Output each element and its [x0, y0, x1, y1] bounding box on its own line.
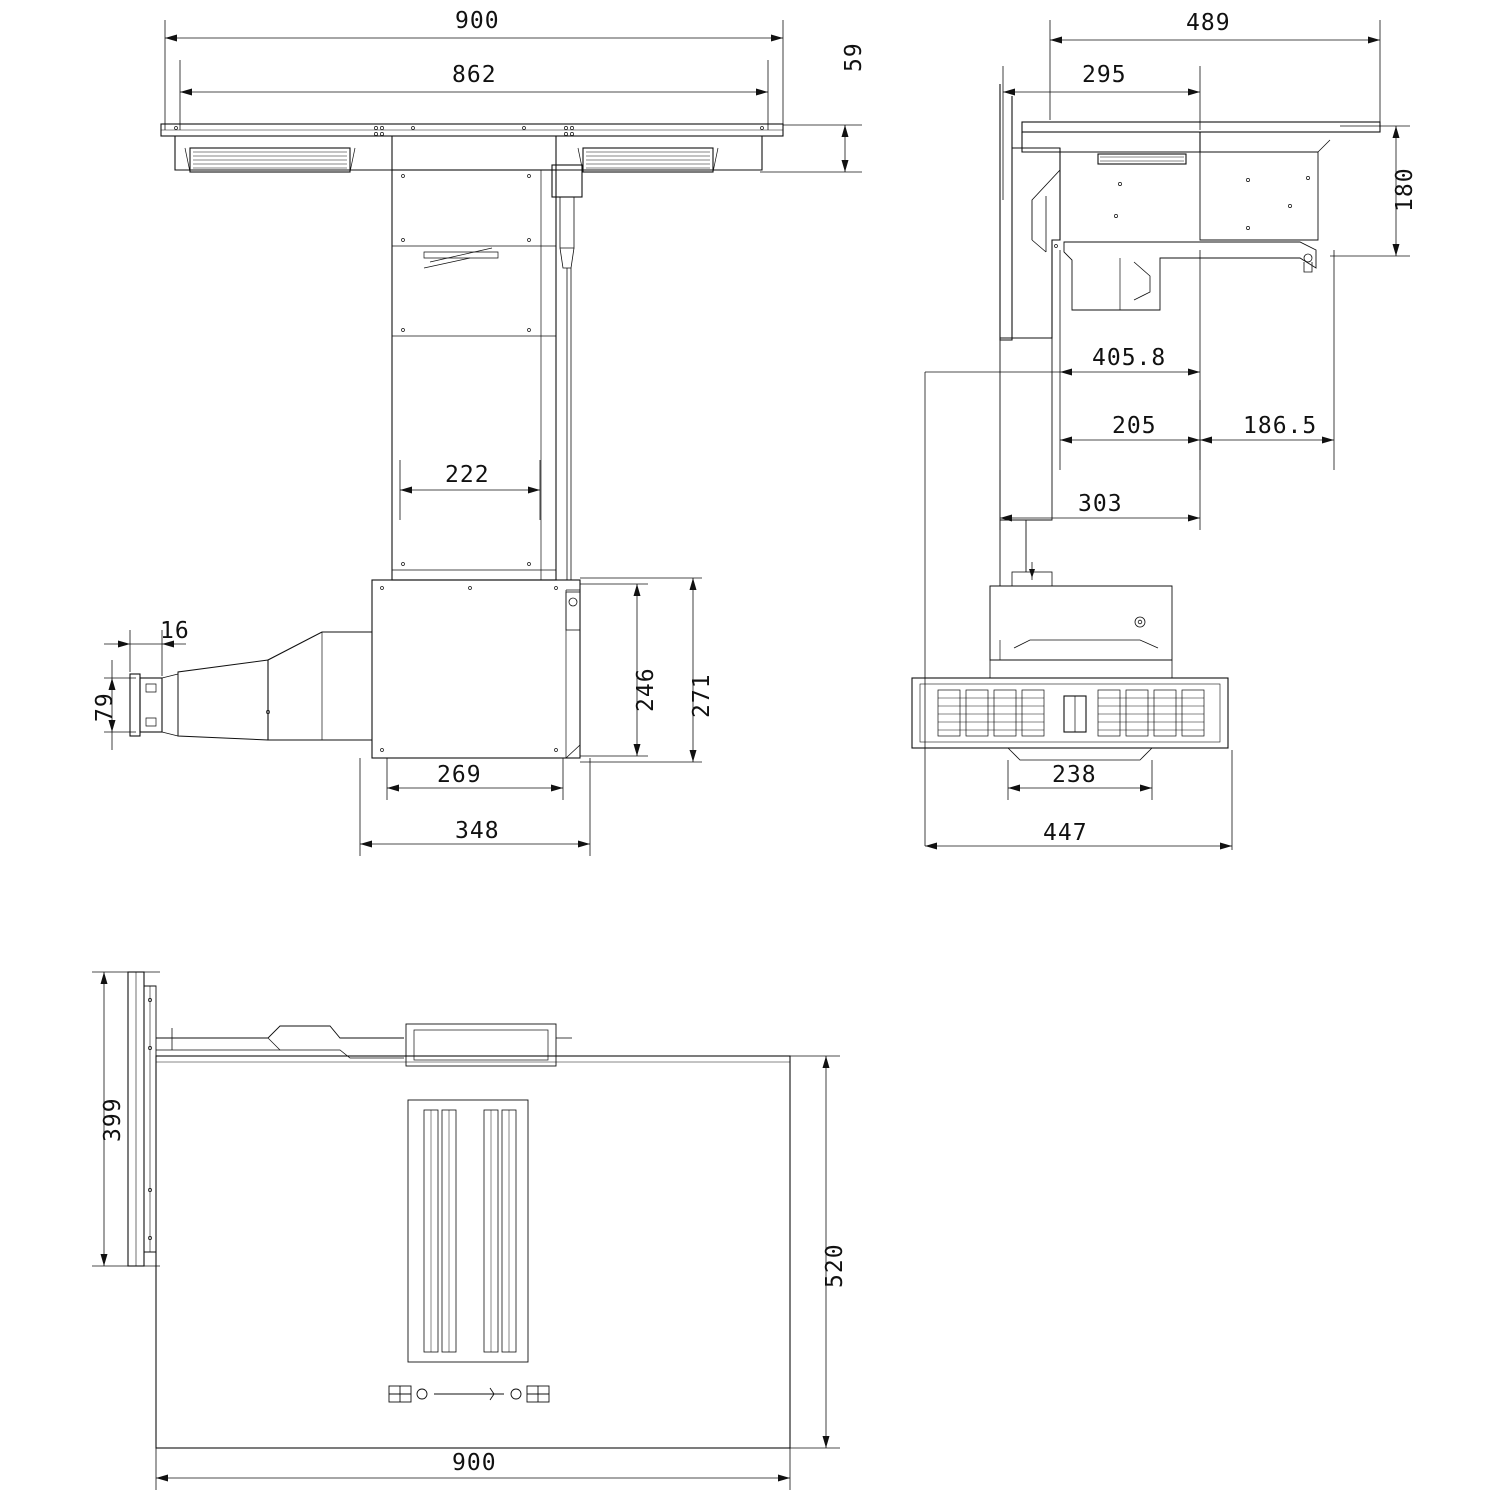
dim-label-271-front: 271	[689, 673, 715, 718]
dim-label-900-top: 900	[452, 1450, 497, 1476]
dim-label-295-side: 295	[1082, 62, 1127, 88]
dim-label-269-front: 269	[437, 762, 482, 788]
dim-label-399-top: 399	[100, 1097, 126, 1142]
dim-label-489-side: 489	[1186, 10, 1231, 36]
dim-label-520-top: 520	[822, 1243, 848, 1288]
dim-label-900-front: 900	[455, 8, 500, 34]
dim-label-303-side: 303	[1078, 491, 1123, 517]
dim-label-59-front: 59	[841, 42, 867, 72]
dim-label-238-side: 238	[1052, 762, 1097, 788]
dim-label-16-front: 16	[160, 618, 190, 644]
dim-label-405.8-side: 405.8	[1092, 345, 1167, 371]
dim-405.8-side	[925, 250, 1200, 846]
dim-label-222-front: 222	[445, 462, 490, 488]
dim-label-862-front: 862	[452, 62, 497, 88]
dim-59-front	[760, 125, 862, 172]
dim-label-205-side: 205	[1112, 413, 1157, 439]
dim-label-180-side: 180	[1392, 167, 1418, 212]
dim-label-246-front: 246	[633, 667, 659, 712]
dim-label-447-side: 447	[1043, 820, 1088, 846]
dim-label-79-front: 79	[92, 692, 118, 722]
dim-label-186.5-side: 186.5	[1243, 413, 1318, 439]
dim-label-348-front: 348	[455, 818, 500, 844]
